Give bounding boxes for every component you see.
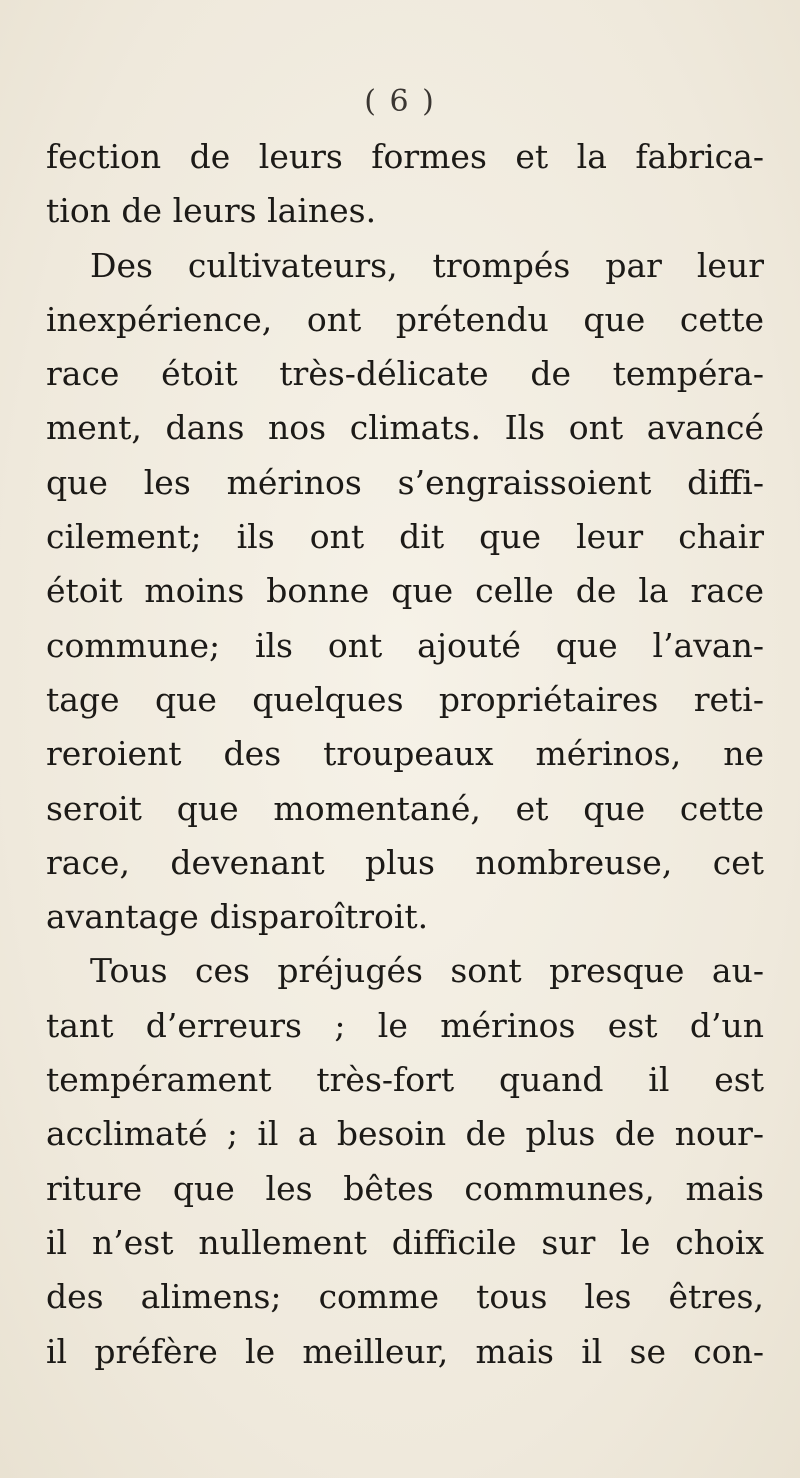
text-line: race étoit très-délicate de tempéra- xyxy=(46,354,764,394)
paragraph-first-line: Des cultivateurs, trompés par leur xyxy=(90,245,764,285)
text-line: seroit que momentané, et que cette xyxy=(46,788,764,828)
text-line: inexpérience, ont prétendu que cette xyxy=(46,299,764,339)
text-line: race, devenant plus nombreuse, cet xyxy=(46,842,764,882)
text-line: tant d’erreurs ; le mérinos est d’un xyxy=(46,1005,764,1045)
text-line: étoit moins bonne que celle de la race xyxy=(46,571,764,611)
text-line: avantage disparoîtroit. xyxy=(46,897,429,937)
text-line: il n’est nullement difficile sur le choix xyxy=(46,1222,764,1262)
text-line: fection de leurs formes et la fabrica- xyxy=(46,137,764,176)
text-line: que les mérinos s’engraissoient diffi- xyxy=(46,462,764,502)
text-line: tage que quelques propriétaires reti- xyxy=(46,679,764,719)
text-line: riture que les bêtes communes, mais xyxy=(46,1168,764,1208)
text-line: tion de leurs laines. xyxy=(46,191,377,231)
body-text xyxy=(46,130,764,1379)
text-line: acclimaté ; il a besoin de plus de nour- xyxy=(46,1114,764,1154)
page-number: ( 6 ) xyxy=(364,84,436,119)
text-line: il préfère le meilleur, mais il se con- xyxy=(46,1331,764,1371)
text-line: cilement; ils ont dit que leur chair xyxy=(46,517,764,557)
text-line: reroient des troupeaux mérinos, ne xyxy=(46,734,764,774)
text-line: des alimens; comme tous les êtres, xyxy=(46,1277,764,1317)
paragraph-first-line: Tous ces préjugés sont presque au- xyxy=(90,951,764,991)
text-line: tempérament très-fort quand il est xyxy=(46,1060,764,1100)
text-line: commune; ils ont ajouté que l’avan- xyxy=(46,625,764,665)
text-line: ment, dans nos climats. Ils ont avancé xyxy=(46,408,764,448)
